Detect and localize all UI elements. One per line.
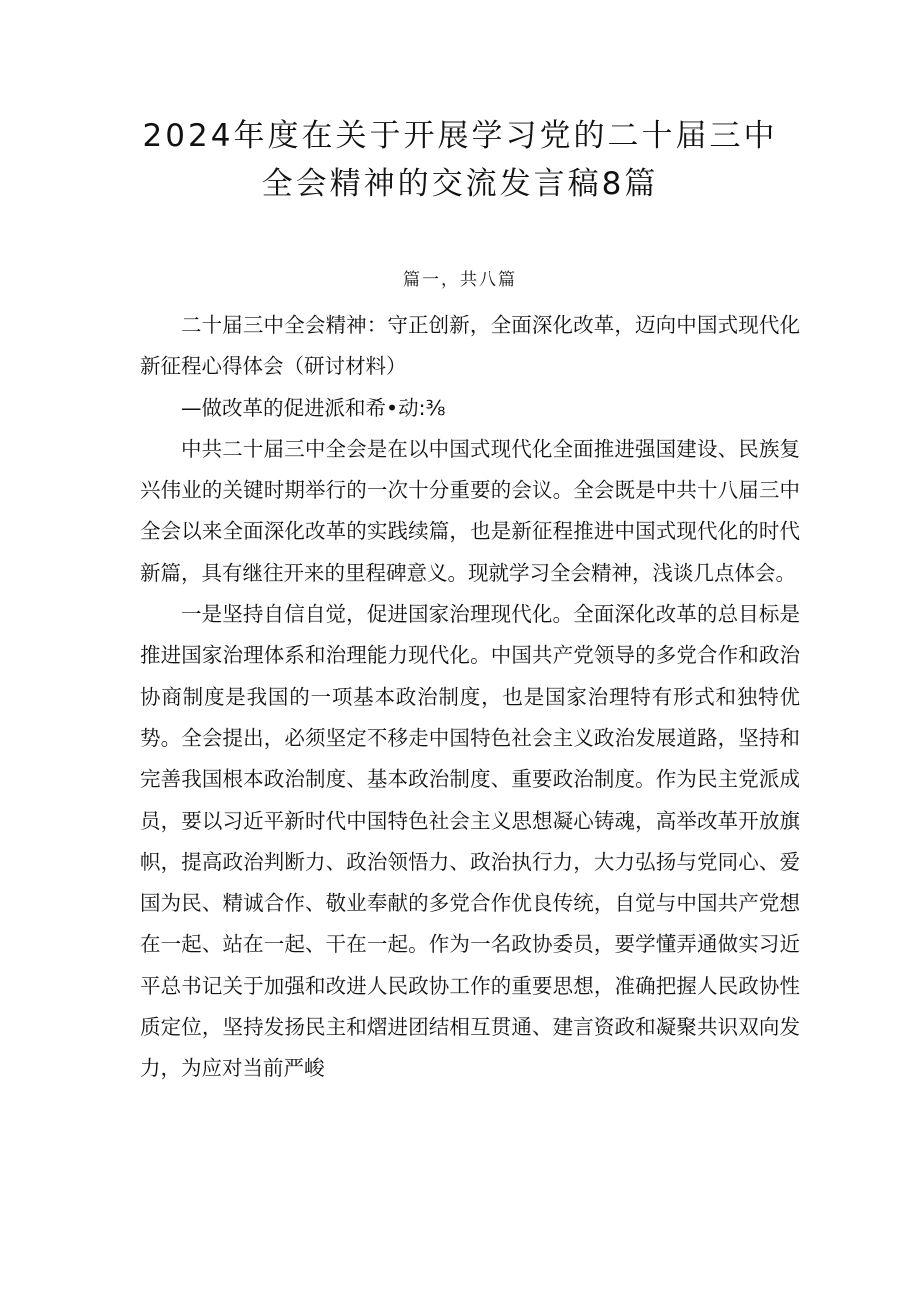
- paragraph-2: 一是坚持自信自觉，促进国家治理现代化。全面深化改革的总目标是推进国家治理体系和治理能力现代化。中国共产党领导的多党合作和政治协商制度是我国的一项基本政治制度，也是国家治理特有形式和独特优势。全会提出，必须坚定不移走中国特色社会主义政治发展道路，坚持和完善我国根本政治制度、基本政治制度、重要政治制度。作为民主党派成员，要以习近平新时代中国特色社会主义思想凝心铸魂，高举改革开放旗帜，提高政治判断力、政治领悟力、政治执行力，大力弘扬与党同心、爱国为民、精诚合作、敬业奉献的多党合作优良传统，自觉与中国共产党想在一起、站在一起、干在一起。作为一名政协委员，要学懂弄通做实习近平总书记关于加强和改进人民政协工作的重要思想，准确把握人民政协性质定位，坚持发扬民主和熠进团结相互贯通、建言资政和凝聚共识双向发力，为应对当前严峻: [140, 602, 800, 1081]
- paragraph-1: 中共二十届三中全会是在以中国式现代化全面推进强国建设、民族复兴伟业的关键时期举行的一次十分重要的会议。全会既是中共十八届三中全会以来全面深化改革的实践续篇，也是新征程推进中国式现代化的时代新篇，具有继往开来的里程碑意义。现就学习全会精神，浅谈几点体会。: [140, 436, 800, 585]
- title-line-1: 2024年度在关于开展学习党的二十届三中: [142, 118, 778, 154]
- article-subtitle: 二十届三中全会精神：守正创新，全面深化改革，迈向中国式现代化新征程心得体会（研讨材料）: [140, 313, 800, 379]
- byline: —做改革的促进派和希•动:⅜: [181, 395, 446, 420]
- document-title: [90, 112, 830, 208]
- document-body: [140, 305, 800, 1090]
- title-line-2: 全会精神的交流发言稿8篇: [261, 166, 659, 202]
- section-label: 篇一，共八篇: [403, 270, 517, 290]
